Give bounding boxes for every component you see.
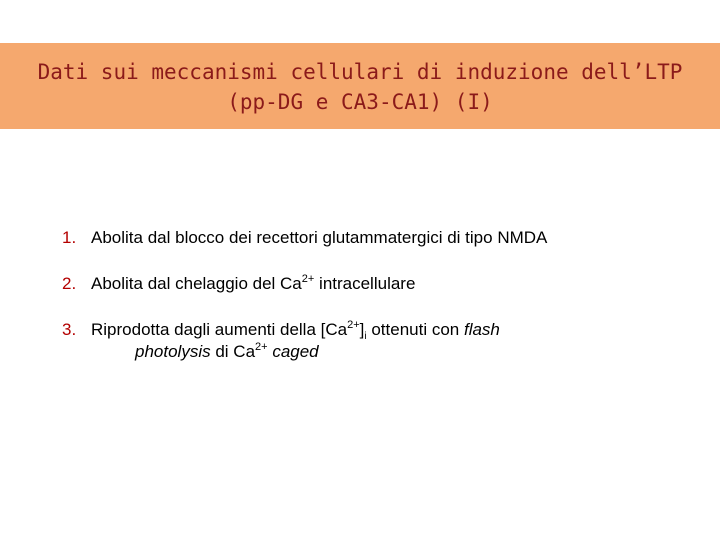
item-text bbox=[91, 274, 415, 294]
italic-term: photolysis bbox=[135, 342, 211, 361]
list-item-2 bbox=[62, 274, 547, 298]
title-banner bbox=[0, 43, 720, 129]
item-number: 1. bbox=[62, 228, 77, 247]
superscript: 2+ bbox=[347, 319, 360, 331]
list-item-1 bbox=[62, 228, 547, 252]
item-number: 3. bbox=[62, 320, 77, 339]
numbered-list bbox=[62, 228, 547, 362]
item-text-part: ottenuti con bbox=[366, 320, 464, 339]
list-item-3-continuation bbox=[62, 342, 547, 362]
item-text-part: Riprodotta dagli aumenti della [Ca bbox=[91, 320, 348, 339]
bracket: ] bbox=[359, 320, 365, 339]
italic-term: flash bbox=[463, 320, 500, 339]
italic-term: caged bbox=[272, 342, 319, 361]
item-text-part: intracellulare bbox=[314, 274, 416, 293]
item-number: 2. bbox=[62, 274, 77, 293]
title-line-1: Dati sui meccanismi cellulari di induzione dell’LTP bbox=[37, 60, 683, 84]
superscript: 2+ bbox=[255, 341, 268, 353]
superscript: 2+ bbox=[301, 273, 315, 285]
subscript: i bbox=[364, 331, 367, 342]
item-text-part: Abolita dal chelaggio del Ca bbox=[91, 274, 302, 293]
item-text-part: di Ca bbox=[210, 342, 256, 361]
title-line-2: (pp-DG e CA3-CA1) (I) bbox=[227, 90, 493, 114]
item-text bbox=[91, 320, 500, 340]
item-text: Abolita dal blocco dei recettori glutammatergici di tipo NMDA bbox=[91, 228, 548, 247]
list-item-3 bbox=[62, 320, 547, 344]
